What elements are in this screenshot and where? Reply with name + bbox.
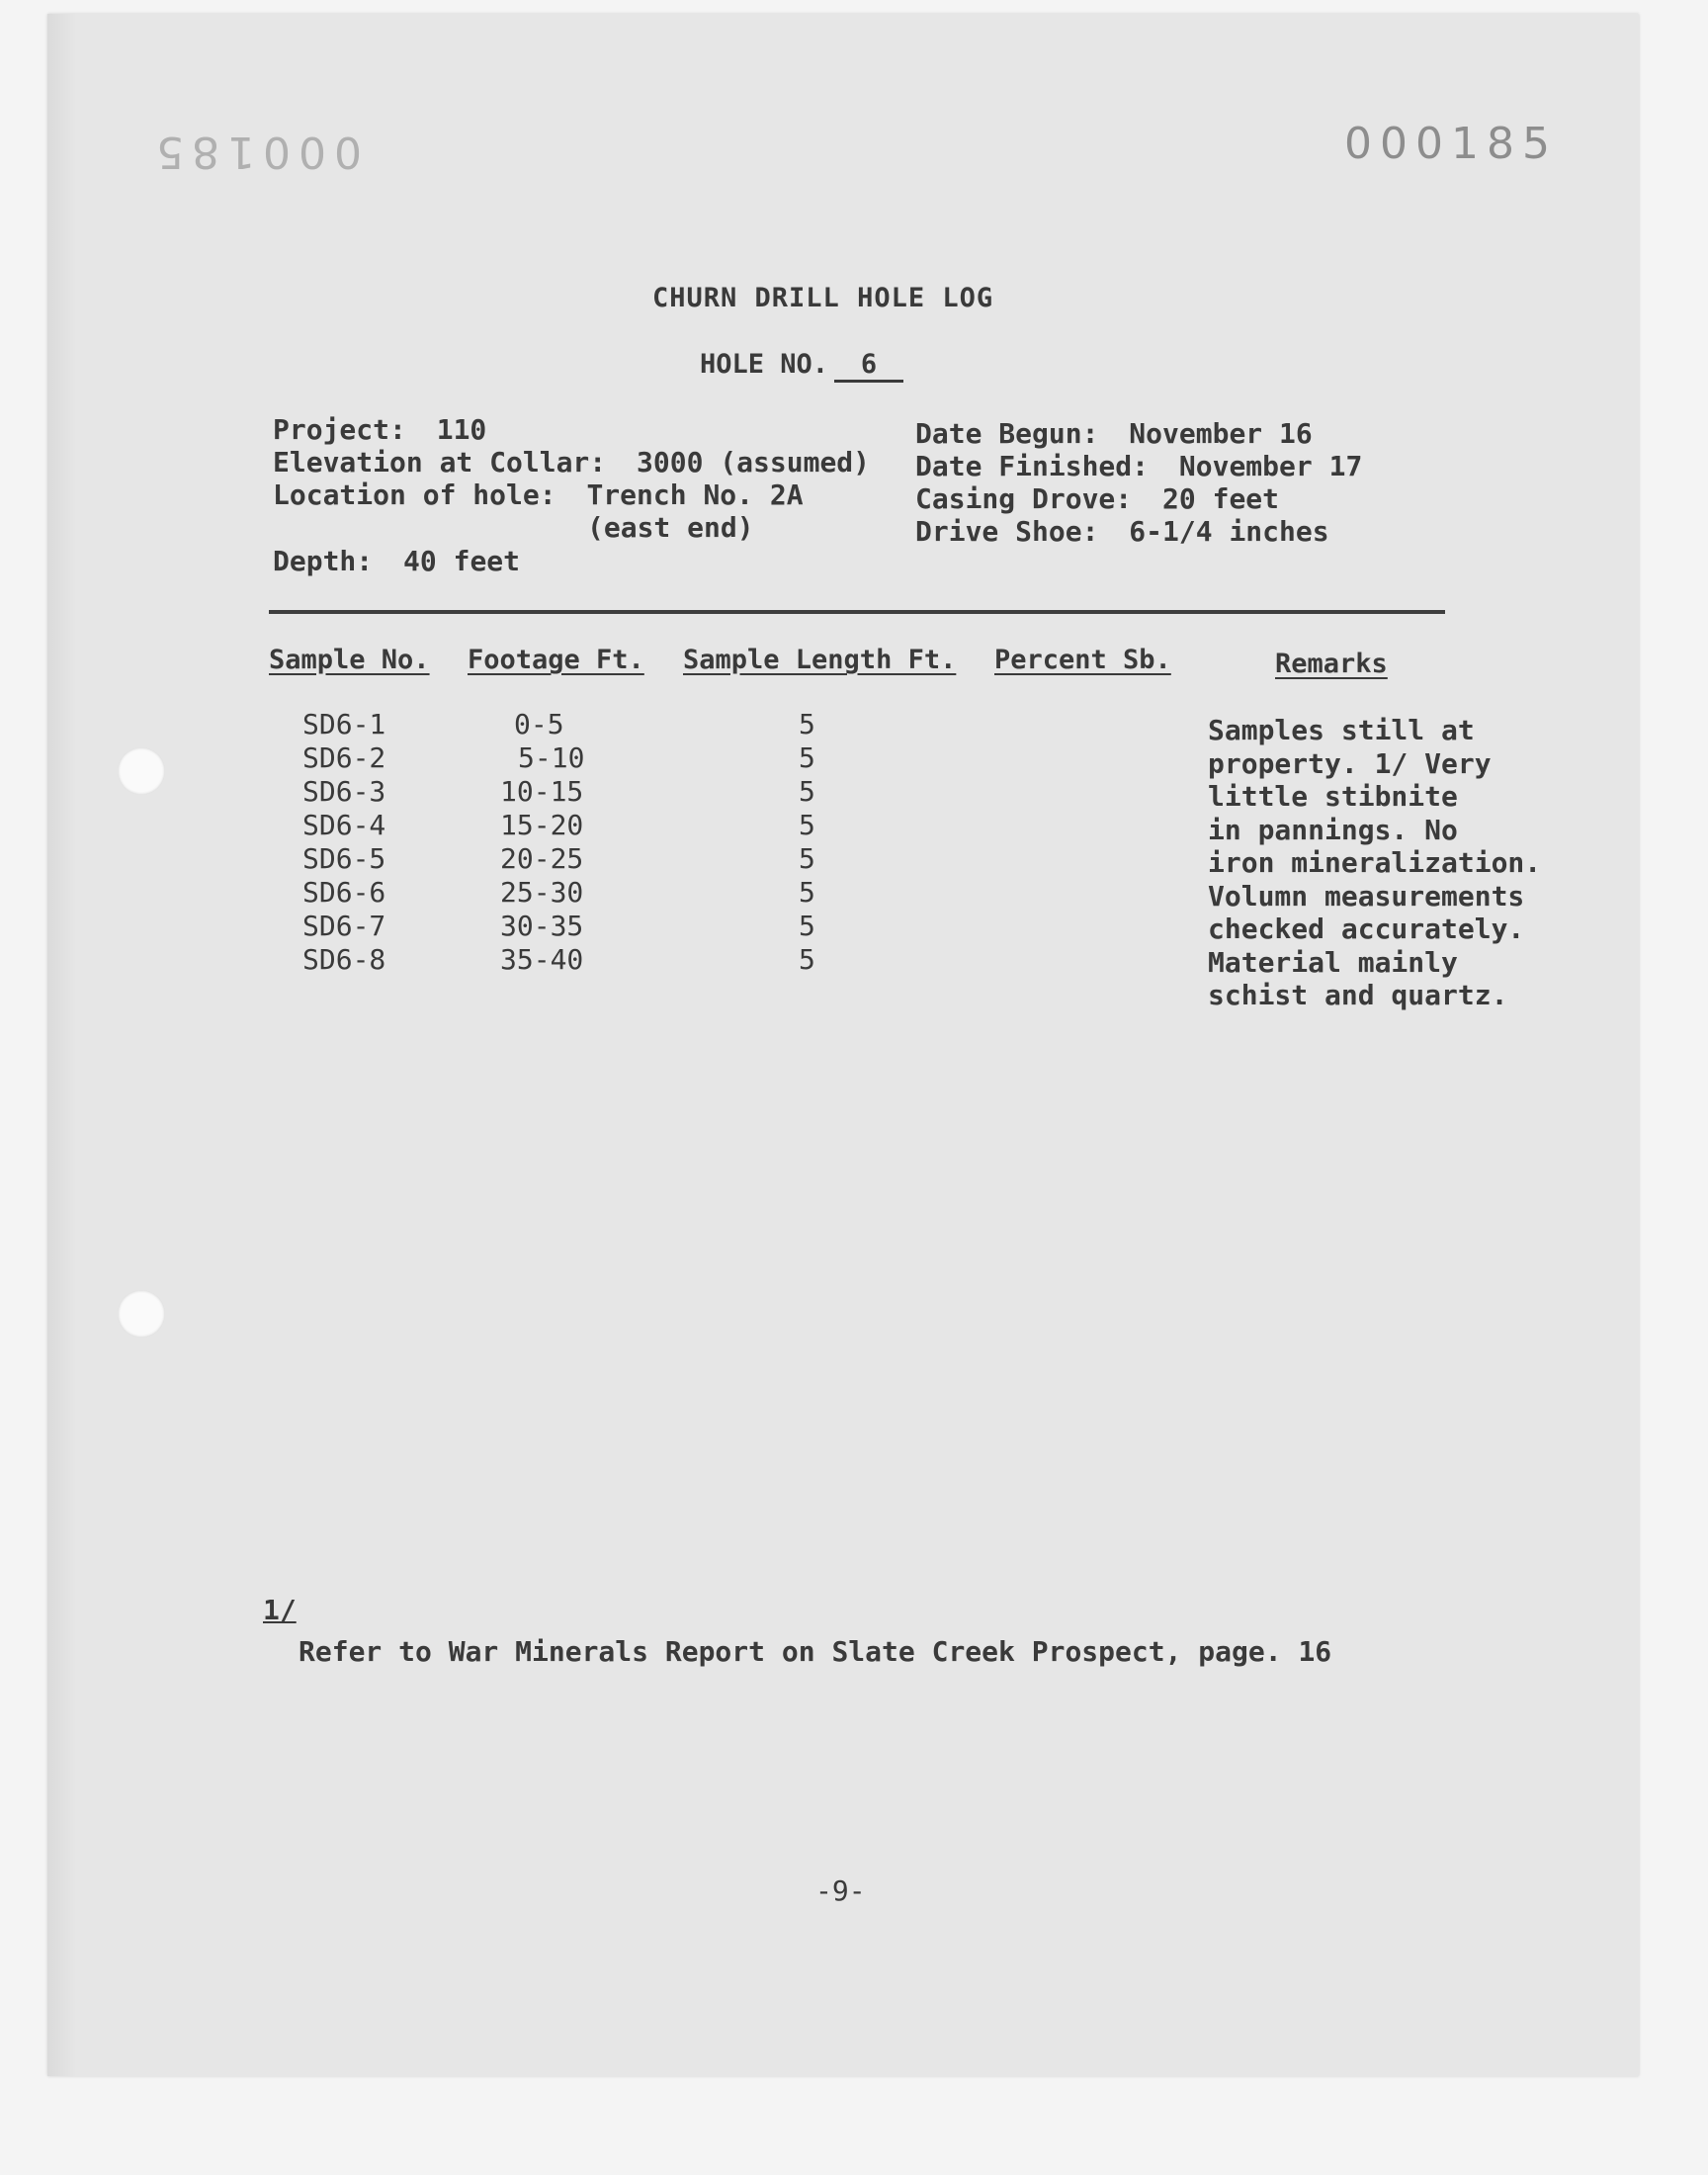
remarks-line: little stibnite — [1208, 780, 1458, 813]
remarks-line: in pannings. No — [1208, 813, 1458, 846]
header-sample-length: Sample Length Ft. — [683, 645, 957, 675]
hole-number-line — [700, 349, 903, 383]
cell-sample-length: 5 — [799, 741, 815, 774]
document-page — [47, 14, 1639, 2076]
divider-rule — [269, 610, 1445, 614]
remarks-line: checked accurately. — [1208, 913, 1525, 945]
casing-drove-value: 20 feet — [1162, 482, 1280, 515]
cell-footage: 5-10 — [518, 741, 585, 774]
cell-sample-no: SD6-4 — [302, 809, 386, 841]
hole-number: 6 — [834, 349, 903, 383]
casing-drove-label: Casing Drove: — [915, 482, 1133, 515]
cell-sample-length: 5 — [799, 943, 815, 976]
elevation-value: 3000 (assumed) — [637, 446, 871, 478]
page-number: -9- — [815, 1874, 866, 1907]
location-value: Trench No. 2A — [586, 478, 804, 511]
location-label: Location of hole: — [273, 478, 556, 511]
header-footage: Footage Ft. — [468, 645, 644, 675]
remarks-line: Volumn measurements — [1208, 879, 1525, 913]
date-begun-value: November 16 — [1129, 417, 1313, 450]
date-begun-field — [915, 417, 1313, 450]
date-finished-field — [915, 450, 1362, 482]
drive-shoe-label: Drive Shoe: — [915, 515, 1099, 548]
cell-sample-no: SD6-2 — [302, 741, 386, 774]
punch-hole-top — [118, 747, 165, 795]
cell-footage: 10-15 — [500, 775, 584, 808]
elevation-field — [273, 446, 870, 478]
header-remarks: Remarks — [1275, 649, 1388, 679]
cell-sample-length: 5 — [799, 708, 815, 740]
cell-sample-no: SD6-3 — [302, 775, 386, 808]
remarks-line: property. 1/ Very — [1208, 746, 1492, 780]
header-percent-sb: Percent Sb. — [994, 645, 1171, 675]
depth-value: 40 feet — [403, 545, 521, 577]
cell-sample-no: SD6-7 — [302, 910, 386, 942]
casing-drove-field — [915, 482, 1279, 515]
date-begun-label: Date Begun: — [915, 417, 1099, 450]
project-label: Project: — [273, 413, 406, 446]
cell-footage: 30-35 — [500, 910, 584, 942]
elevation-label: Elevation at Collar: — [273, 446, 607, 478]
cell-sample-length: 5 — [799, 809, 815, 841]
cell-footage: 35-40 — [500, 943, 584, 976]
date-finished-value: November 17 — [1178, 450, 1363, 482]
footnote-text: Refer to War Minerals Report on Slate Creek Prospect, page. 16 — [299, 1635, 1332, 1668]
depth-field — [273, 545, 520, 577]
cell-footage: 20-25 — [500, 842, 584, 875]
document-title: CHURN DRILL HOLE LOG — [652, 283, 994, 313]
project-field — [273, 413, 486, 446]
remarks-line: iron mineralization. — [1208, 846, 1542, 879]
project-value: 110 — [436, 413, 487, 446]
hole-label: HOLE NO. — [700, 349, 829, 380]
cell-sample-length: 5 — [799, 842, 815, 875]
remarks-line: Material mainly — [1208, 945, 1458, 979]
cell-sample-length: 5 — [799, 876, 815, 909]
cell-sample-no: SD6-6 — [302, 876, 386, 909]
depth-label: Depth: — [273, 545, 374, 577]
header-sample-no: Sample No. — [269, 645, 430, 675]
page-edge-shadow — [47, 14, 77, 2076]
cell-footage: 25-30 — [500, 876, 584, 909]
remarks-block — [1208, 714, 1583, 1012]
cell-sample-no: SD6-1 — [302, 708, 386, 740]
location-field — [273, 478, 804, 511]
date-finished-label: Date Finished: — [915, 450, 1150, 482]
cell-sample-length: 5 — [799, 910, 815, 942]
punch-hole-bottom — [118, 1290, 165, 1338]
page-stamp-mirrored: 000185 — [148, 127, 362, 177]
cell-sample-length: 5 — [799, 775, 815, 808]
location-value-line2: (east end) — [587, 511, 754, 544]
footnote-marker: 1/ — [263, 1594, 297, 1626]
cell-sample-no: SD6-8 — [302, 943, 386, 976]
drive-shoe-field — [915, 515, 1329, 548]
page-stamp: 000185 — [1344, 119, 1558, 169]
cell-footage: 15-20 — [500, 809, 584, 841]
drive-shoe-value: 6-1/4 inches — [1129, 515, 1329, 548]
cell-footage: 0-5 — [514, 708, 564, 740]
remarks-line: schist and quartz. — [1208, 979, 1508, 1011]
remarks-line: Samples still at — [1208, 714, 1475, 746]
cell-sample-no: SD6-5 — [302, 842, 386, 875]
